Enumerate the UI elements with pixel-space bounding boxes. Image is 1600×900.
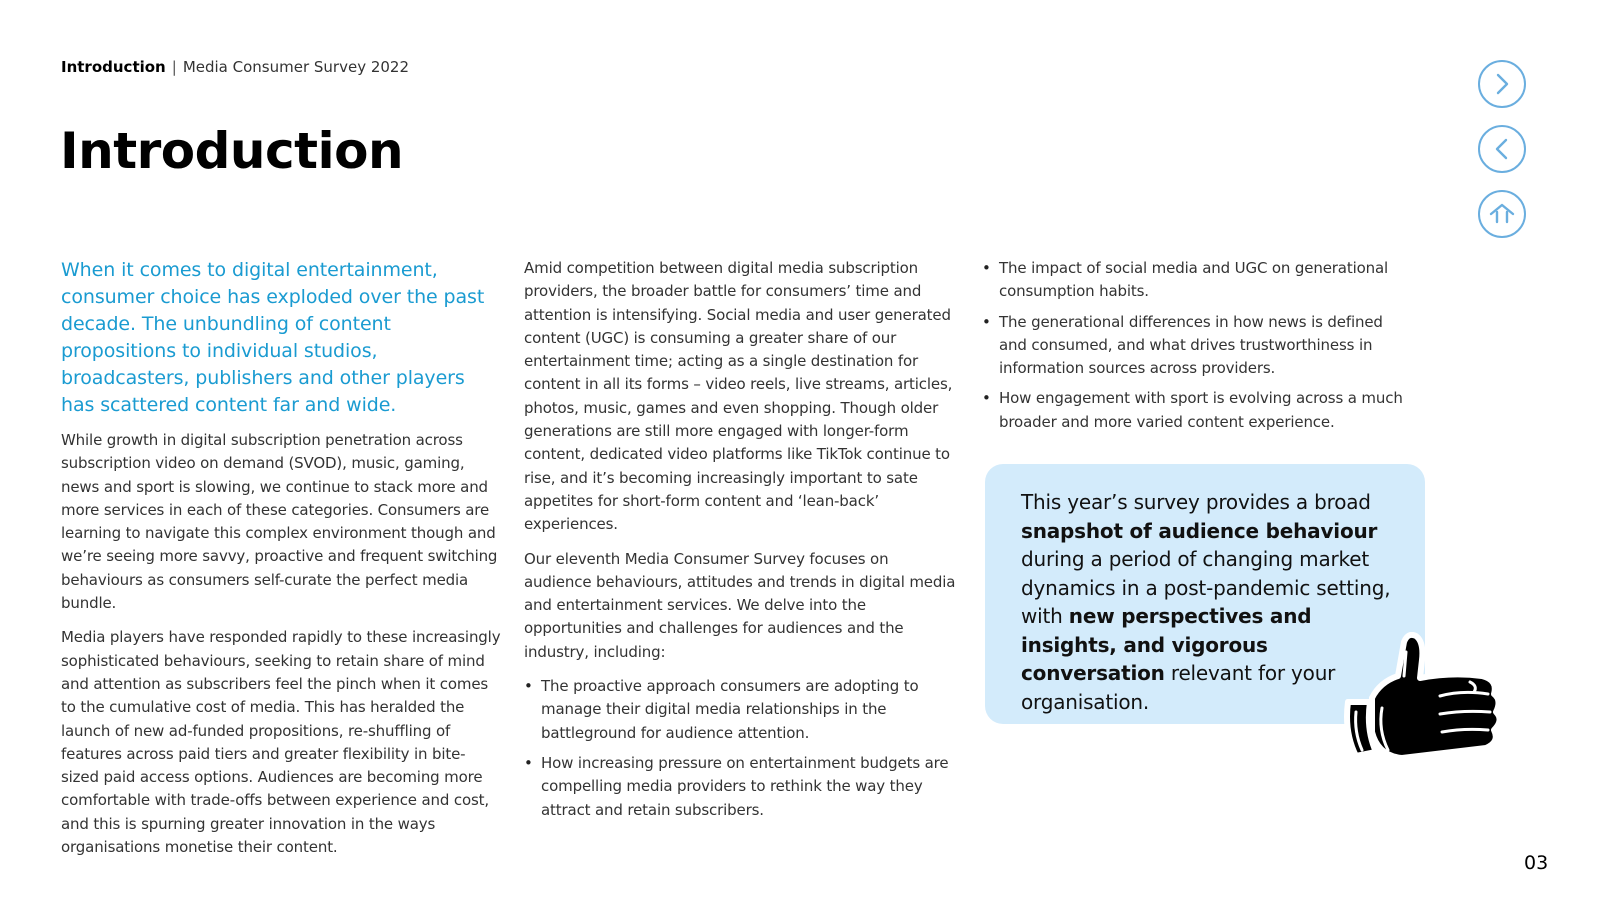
- thumbs-up-icon: [1342, 632, 1507, 772]
- home-button[interactable]: [1478, 190, 1526, 238]
- column-3: [982, 257, 1412, 441]
- body-paragraph: While growth in digital subscription penetration across subscription video on demand (SVOD), music, gaming, news and sport is slowing, we continue to stack more and more services in each of these categories. Consumers are learning to navigate this complex environment though and we’re seeing more savvy, proactive and frequent switching behaviours as consumers self-curate the perfect media bundle.: [61, 431, 498, 613]
- page-navigation: [1478, 60, 1530, 255]
- body-paragraph: Our eleventh Media Consumer Survey focuses on audience behaviours, attitudes and trends in digital media and entertainment services. We delve into the opportunities and challenges for audiences and the industry, including:: [524, 549, 956, 661]
- list-item: • How increasing pressure on entertainment budgets are compelling media providers to rethink the way they attract and retain subscribers.: [524, 752, 956, 822]
- list-item: • The proactive approach consumers are adopting to manage their digital media relationships in the battleground for audience attention.: [524, 675, 956, 745]
- home-icon: [1488, 202, 1516, 226]
- column-2: [524, 257, 956, 829]
- page-number: 03: [1524, 852, 1549, 874]
- breadcrumb-publication: Media Consumer Survey 2022: [182, 58, 410, 76]
- callout-emphasis: snapshot of audience behaviour: [1021, 518, 1378, 543]
- next-page-button[interactable]: [1478, 60, 1526, 108]
- lead-paragraph: When it comes to digital entertainment, consumer choice has exploded over the past decade. The unbundling of content propositions to individual studios, broadcasters, publishers and other players has scattered content far and wide.: [61, 259, 485, 416]
- previous-page-button[interactable]: [1478, 125, 1526, 173]
- breadcrumb-section[interactable]: Introduction: [61, 58, 166, 76]
- chevron-right-icon: [1490, 72, 1514, 96]
- callout-text-part: This year’s survey provides a broad: [1021, 490, 1371, 514]
- callout-text-part: relevant for your organisation.: [1021, 661, 1336, 714]
- body-paragraph: Media players have responded rapidly to these increasingly sophisticated behaviours, seeking to retain share of mind and attention as subscribers feel the pinch when it comes to the cumulative cost of media. This has heralded the launch of new ad-funded propositions, re-shuffling of features across paid tiers and greater flexibility in bite-sized paid access options. Audiences are becoming more comfortable with trade-offs between experience and cost, and this is spurning greater innovation in the ways organisations monetise their content.: [61, 628, 501, 857]
- breadcrumb-separator: |: [171, 58, 177, 76]
- list-item: • The generational differences in how news is defined and consumed, and what drives trustworthiness in information sources across providers.: [982, 311, 1412, 381]
- bullet-list: [524, 675, 956, 822]
- body-paragraph: Amid competition between digital media subscription providers, the broader battle for consumers’ time and attention is intensifying. Social media and user generated content (UGC) is consuming a greater share of our entertainment time; acting as a single destination for content in all its forms – video reels, live streams, articles, photos, music, games and even shopping. Though older generations are still more engaged with longer-form content, dedicated video platforms like TikTok continue to rise, and it’s becoming increasingly important to sate appetites for short-form content and ‘lean-back’ experiences.: [524, 259, 953, 534]
- callout-emphasis: new perspectives and insights, and vigorous conversation: [1021, 604, 1312, 685]
- page-title: Introduction: [60, 122, 404, 180]
- column-1: [61, 257, 501, 870]
- list-item: • How engagement with sport is evolving across a much broader and more varied content experience.: [982, 387, 1412, 434]
- chevron-left-icon: [1490, 137, 1514, 161]
- bullet-list: [982, 257, 1412, 434]
- breadcrumb: [61, 58, 409, 76]
- callout-text-part: during a period of changing market dynamics in a post-pandemic setting, with: [1021, 547, 1391, 628]
- list-item: • The impact of social media and UGC on generational consumption habits.: [982, 257, 1412, 304]
